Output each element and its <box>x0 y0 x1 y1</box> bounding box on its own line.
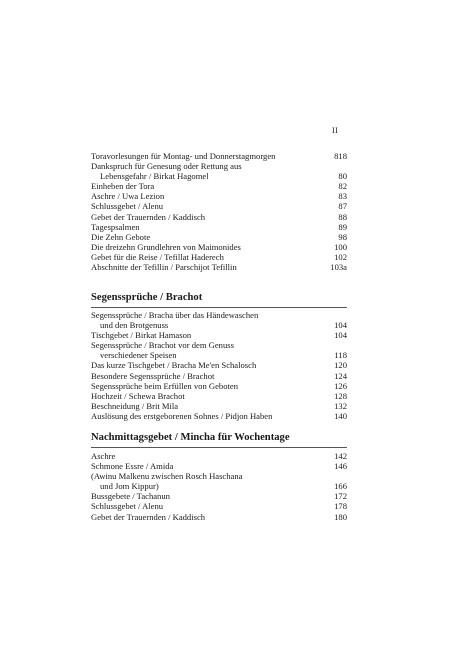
toc-entry <box>91 320 347 330</box>
toc-entry <box>91 340 347 350</box>
toc-entry-title: Tagespsalmen <box>91 221 140 232</box>
page-number: II <box>332 126 339 135</box>
toc-entry <box>91 391 347 401</box>
toc-entry-title: Dankspruch für Genesung oder Rettung aus <box>91 161 242 172</box>
toc-entry-page: 104 <box>334 320 347 331</box>
toc-entry <box>91 252 347 262</box>
toc-entry-page: 128 <box>334 390 347 401</box>
toc-entry <box>91 371 347 381</box>
toc-entry <box>91 201 347 211</box>
toc-entry-page: 89 <box>338 221 347 232</box>
toc-block-1 <box>91 151 347 272</box>
toc-entry-page: 80 <box>338 171 347 182</box>
toc-entry-title: Schlussgebet / Alenu <box>91 201 164 212</box>
toc-entry-title: Toravorlesungen für Montag- und Donnerstagmorgen <box>91 151 276 161</box>
toc-entry-page: 132 <box>334 400 347 411</box>
toc-entry <box>91 310 347 320</box>
section-rule-mincha <box>91 447 347 448</box>
toc-entry-page: 82 <box>338 181 347 192</box>
toc-entry-title: Schlussgebet / Alenu <box>91 501 164 512</box>
toc-entry <box>91 491 347 501</box>
toc-entry-title: Schmone Essre / Amida <box>91 461 174 472</box>
toc-entry <box>91 381 347 391</box>
toc-entry-title: Gebet der Trauernden / Kaddisch <box>91 211 206 222</box>
toc-entry-page: 102 <box>334 251 347 262</box>
toc-entry-page: 83 <box>338 191 347 202</box>
toc-entry-page: 100 <box>334 241 347 252</box>
toc-entry-title: verschiedener Speisen <box>100 350 177 361</box>
toc-entry-title: Segenssprüche / Bracha über das Händewaschen <box>91 310 259 320</box>
toc-entry-title: und den Brotgenuss <box>100 320 169 331</box>
toc-entry-title: Lebensgefahr / Birkat Hagomel <box>100 171 209 182</box>
toc-entry <box>91 512 347 522</box>
toc-entry <box>91 171 347 181</box>
toc-entry-page: 126 <box>334 380 347 391</box>
toc-entry-page: 118 <box>334 350 347 361</box>
section-rule-brachot <box>91 307 347 308</box>
toc-entry <box>91 330 347 340</box>
toc-entry-title: Aschre / Uwa Lezion <box>91 191 165 202</box>
toc-entry <box>91 401 347 411</box>
toc-entry-title: Segenssprüche / Brachot vor dem Genuss <box>91 340 234 351</box>
toc-entry <box>91 222 347 232</box>
toc-entry-title: Gebet der Trauernden / Kaddisch <box>91 511 206 522</box>
toc-entry-title: Beschneidung / Brit Mila <box>91 400 179 411</box>
toc-entry-page: 87 <box>338 201 347 212</box>
toc-entry <box>91 411 347 421</box>
toc-entry-title: Hochzeit / Schewa Brachot <box>91 390 185 401</box>
toc-entry <box>91 501 347 511</box>
toc-entry <box>91 181 347 191</box>
toc-entry-title: Tischgebet / Birkat Hamason <box>91 330 192 341</box>
toc-entry-page: 103a <box>330 262 347 273</box>
toc-entry <box>91 191 347 201</box>
toc-entry <box>91 151 347 161</box>
toc-entry <box>91 212 347 222</box>
toc-entry-title: und Jom Kippur) <box>100 481 159 492</box>
toc-entry <box>91 242 347 252</box>
toc-entry-page: 180 <box>334 511 347 522</box>
toc-entry-title: Besondere Segenssprüche / Brachot <box>91 370 215 381</box>
toc-entry <box>91 232 347 242</box>
toc-entry-title: Auslösung des erstgeborenen Sohnes / Pidjon Haben <box>91 410 273 421</box>
toc-entry <box>91 481 347 491</box>
toc-entry-title: Aschre <box>91 451 116 461</box>
toc-entry-page: 142 <box>334 451 347 461</box>
section-heading-mincha: Nachmittagsgebet / Mincha für Wochentage <box>91 432 290 443</box>
toc-block-mincha <box>91 451 347 522</box>
toc-entry-title: (Awinu Malkenu zwischen Rosch Haschana <box>91 471 243 482</box>
toc-entry-page: 120 <box>334 360 347 371</box>
toc-entry-title: Die Zehn Gebote <box>91 231 151 242</box>
toc-entry-title: Segenssprüche beim Erfüllen von Geboten <box>91 380 239 391</box>
toc-entry-page: 166 <box>334 481 347 492</box>
toc-entry-page: 172 <box>334 491 347 502</box>
toc-entry-page: 818 <box>334 151 347 161</box>
section-heading-brachot: Segenssprüche / Brachot <box>91 292 203 303</box>
toc-entry-page: 146 <box>334 461 347 472</box>
toc-entry <box>91 451 347 461</box>
toc-entry-title: Gebet für die Reise / Tefillat Haderech <box>91 251 224 262</box>
toc-entry-page: 104 <box>334 330 347 341</box>
toc-entry-page: 124 <box>334 370 347 381</box>
toc-entry-title: Die dreizehn Grundlehren von Maimonides <box>91 241 241 252</box>
toc-entry-title: Das kurze Tischgebet / Bracha Me'en Schalosch <box>91 360 257 371</box>
toc-entry-page: 98 <box>338 231 347 242</box>
toc-entry-title: Bussgebete / Tachanun <box>91 491 170 502</box>
toc-entry <box>91 161 347 171</box>
toc-entry-page: 178 <box>334 501 347 512</box>
toc-entry <box>91 461 347 471</box>
toc-entry <box>91 471 347 481</box>
toc-entry-page: 140 <box>334 410 347 421</box>
toc-block-brachot <box>91 310 347 421</box>
toc-entry <box>91 360 347 370</box>
toc-entry <box>91 262 347 272</box>
toc-entry-title: Einheben der Tora <box>91 181 155 192</box>
toc-entry-page: 88 <box>338 211 347 222</box>
toc-entry-title: Abschnitte der Tefillin / Parschijot Tefillin <box>91 262 237 273</box>
toc-entry <box>91 350 347 360</box>
